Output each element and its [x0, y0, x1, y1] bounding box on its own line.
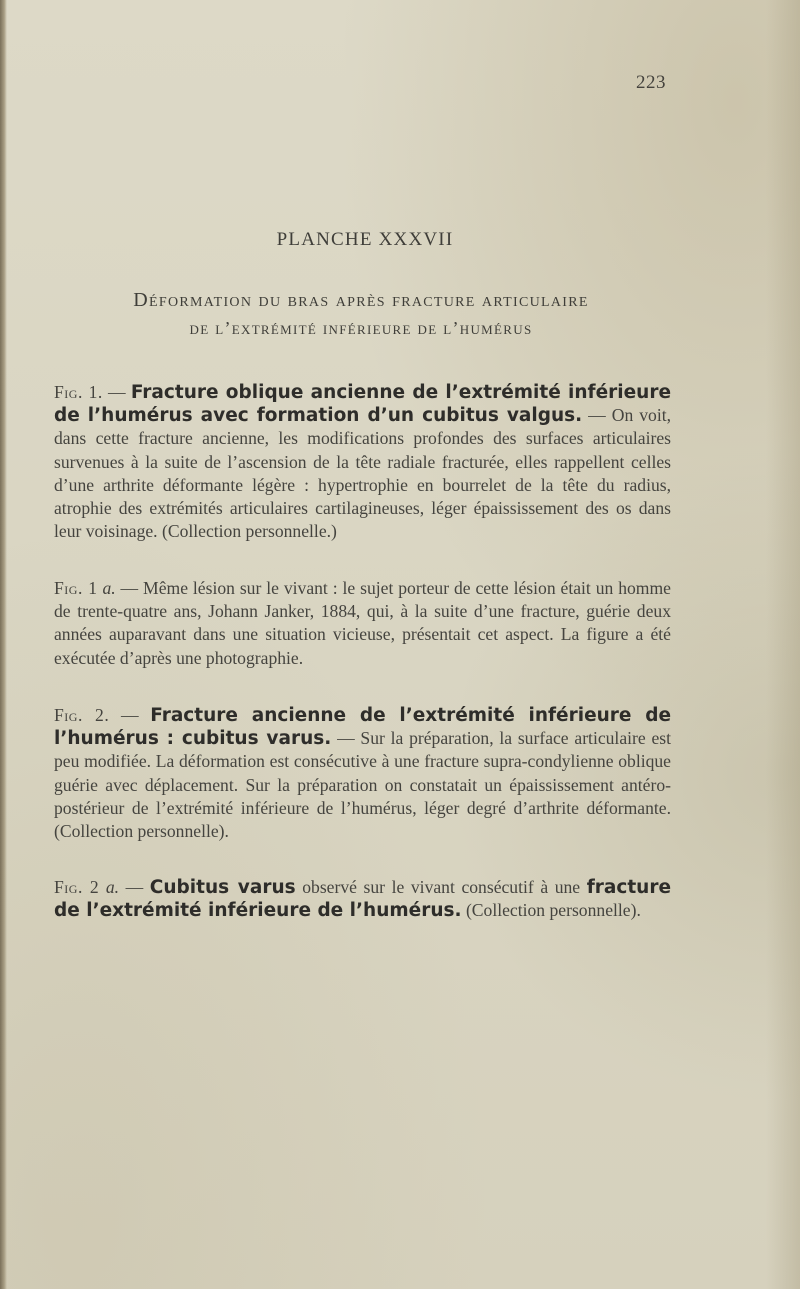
- figure-label: Fig. 2.: [54, 705, 110, 725]
- figure-caption-1a: [54, 577, 671, 670]
- caption-heading: Fracture oblique ancienne de l’extrémité inférieure de l’humérus avec formation d’un cubitus valgus.: [54, 382, 671, 427]
- caption-text: — Même lésion sur le vivant : le sujet porteur de cette lésion était un homme de trente-quatre ans, Johann Janker, 1884, qui, à la suite d’une fracture, guérie deux années auparavant dans une situation vicieuse, présentait cet aspect. La figure a été exécutée d’après une photographie.: [54, 578, 671, 668]
- caption-heading: Cubitus varus: [149, 877, 296, 898]
- caption-text: — On voit, dans cette fracture ancienne, les modifications profondes des surfaces articulaires survenues à la suite de l’ascension de la tête radiale fracturée, elles rappellent celles d’une arthrite déformante légère : hypertrophie en bourrelet de la tête du radius, atrophie des extrémités articulaires cartilagineuses, léger épaississement des os dans leur voisinage. (Collection personnelle.): [54, 405, 671, 542]
- caption-text: observé sur le vivant consécutif à une: [295, 877, 587, 897]
- page-edge-stain: [766, 0, 800, 1289]
- figure-label: Fig. 2: [54, 877, 100, 897]
- figure-label: Fig. 1: [54, 578, 98, 598]
- caption-heading: Fracture ancienne de l’extrémité inférieure de l’humérus : cubitus varus.: [54, 705, 671, 750]
- figure-letter: a.: [105, 877, 120, 897]
- caption-text: (Collection personnelle).: [461, 900, 641, 921]
- plate-subtitle-line-2: de l’extrémité inférieure de l’humérus: [189, 318, 533, 338]
- page-binding-edge: [0, 0, 7, 1289]
- figure-caption-2a: [54, 876, 671, 922]
- dash-separator: —: [102, 382, 131, 402]
- dash-separator: —: [109, 705, 151, 725]
- plate-title: PLANCHE XXXVII: [276, 229, 454, 250]
- plate-subtitle-line-1: Déformation du bras après fracture articulaire: [133, 289, 589, 311]
- caption-heading: fracture de l’extrémité inférieure de l’humérus.: [54, 877, 672, 922]
- figure-letter: a.: [102, 578, 116, 598]
- caption-text: — Sur la préparation, la surface articulaire est peu modifiée. La déformation est consécutive à une fracture supra-condylienne oblique guérie avec déplacement. Sur la préparation on constatait un épaississement antéro-postérieur de l’extrémité inférieure de l’humérus, léger degré d’arthrite déformante. (Collection personnelle).: [54, 728, 671, 842]
- page-number: 223: [636, 72, 666, 93]
- dash-separator: —: [119, 877, 150, 897]
- figure-label: Fig. 1.: [54, 382, 103, 402]
- figure-caption-2: [54, 704, 671, 843]
- figure-caption-1: [54, 381, 671, 543]
